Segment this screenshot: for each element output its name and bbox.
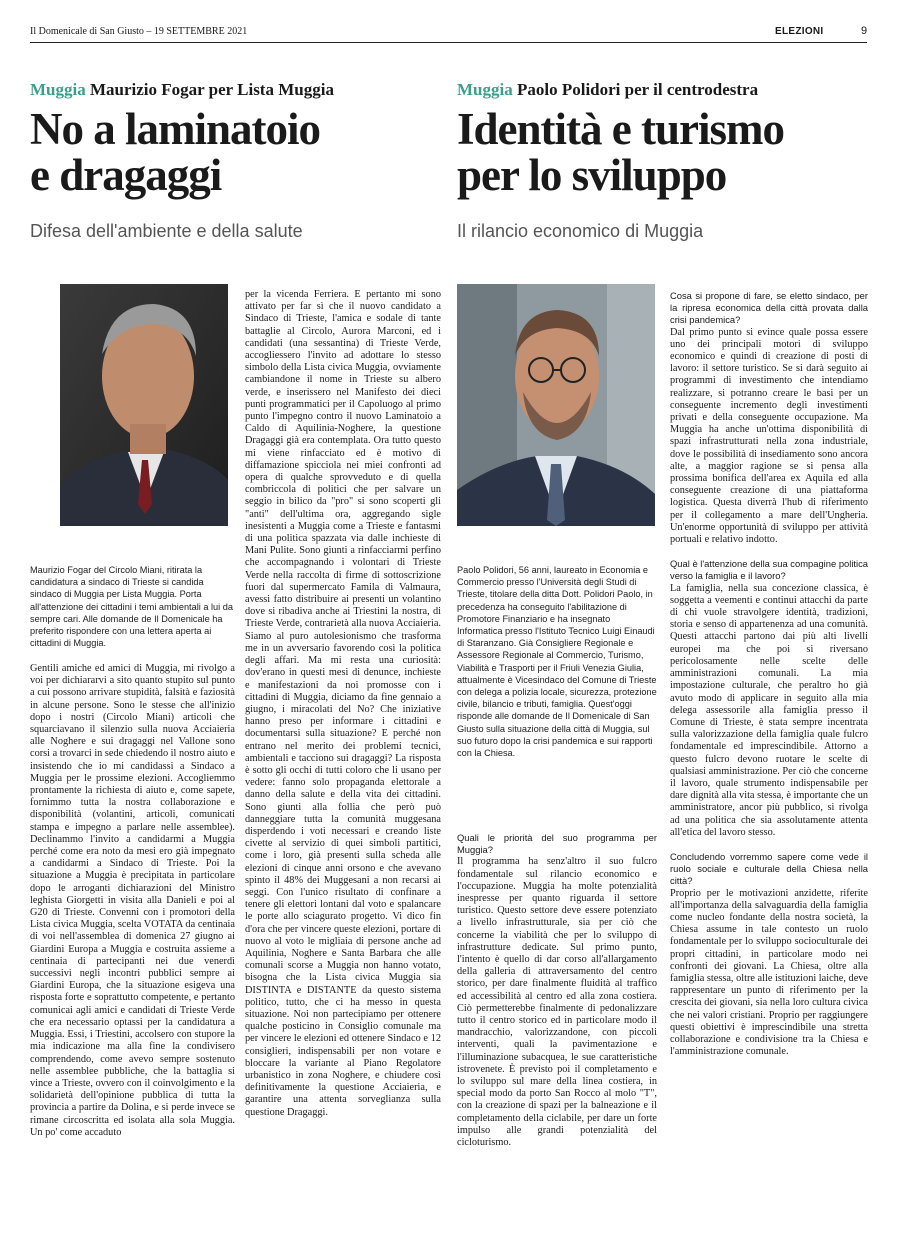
left-kicker-text: Maurizio Fogar per Lista Muggia	[89, 80, 334, 99]
right-body-col2	[670, 290, 868, 1058]
answer-3: La famiglia, nella sua concezione classica, è soggetta a veementi e continui attacchi da parte di chi vuole stravolgere identità, tradizioni, storia e senso di appartenenza ad una comunità. Questi attacchi partono dai più alti livelli europei ma che poi si riversano pericolosamente nelle scelte delle amministrazioni comunali. La mia impostazione culturale, che peraltro ho già avuto modo di applicare in seguito alla mia delega assessorile alla famiglia presso il Comune di Trieste, è stata sempre incentrata sulla valorizzazione della famiglia quale fulcro fondamentale ed imprescindibile. Attorno a questo fulcro devono ruotare le scelte di qualsiasi amministrazione. Per ciò che concerne il lavoro, quale strumento indispensabile per dare dignità alla vita stessa, è importante che un amministratore, ancor più pubblico, si rivolga ad una politica che sia assolutamente attenta all'etica del lavoro stesso.	[670, 582, 868, 838]
right-kicker-town: Muggia	[457, 80, 513, 99]
right-body-col1	[457, 832, 657, 1149]
left-body-col1: Gentili amiche ed amici di Muggia, mi rivolgo a voi per dichiararvi a sito quanto stupito sul punto a cui possono arrivare stupidità, falsità e faziosità in alcune persone. Sono le stesse che all'inizio dopo i nostri (Circolo Miani) articoli che squarciavano il silenzio sulla nuova Acciaieria alle Noghere e sui dragaggi nel Vallone sono corsi a trovarci in sede chiedendo il nostro aiuto e insistendo che io mi candidassi a Sindaco a Muggia per le prossime elezioni. Accogliemmo prontamente la richiesta di aiuto e, come sapete, fornimmo tutta la nostra collaborazione e disponibilità (volantini, articoli, comunicati stampa e impegno a parlare nelle assemblee). Declinammo l'invito a candidarmi a Muggia perché come era noto da mesi ero già impegnato a candidarmi a Sindaco di Trieste. Poi la situazione a Muggia è precipitata in particolare dopo le arroganti dichiarazioni del Ministro leghista Giorgetti in visita alla Danieli e poi al G20 di Trieste. Convenni con i promotori della Lista civica Muggia, scelta VOTATA da centinaia di voi nell'assemblea di domenica 27 giugno ai Giardini Europa a Muggia e costruita assieme a centinaia di partecipanti nei due venerdì successivi negli incontri pubblici sempre ai Giardini Europa, che la situazione esigeva una risposta forte e soprattutto competente, e pertanto comunicai agli amici e candidati di Trieste Verde che era necessario optassi per la candidatura a Muggia. Essi, i Triestini, accolsero con stupore la mia indicazione ma alla fine la condivisero comprendendo, come avevo sempre sostenuto nelle assemblee pubbliche, che la battaglia si vince a Trieste, ovvero con il coinvolgimento e la solidarietà dell'opinione pubblica di tutta la provincia a partire da Dolina, e si perde invece se rimane circoscritta ed isolata alla sola Muggia. Un po' come accaduto	[30, 663, 236, 1138]
question-3: Qual è l'attenzione della sua compagine politica verso la famiglia e il lavoro?	[670, 558, 868, 582]
left-subhead: Difesa dell'ambiente e della salute	[30, 221, 303, 241]
right-photo-caption: Paolo Polidori, 56 anni, laureato in Economia e Commercio presso l'Università degli Studi di Trieste, titolare della ditta Dott. Polidori Paolo, in precedenza ha conseguito l'abilitazione di Promotore Finanziario e ha insegnato Informatica presso l'Istituto Tecnico Luigi Einaudi di Staranzano. Già Consigliere Regionale e Assessore Regionale al Commercio, Turismo, Viabilità e Trasporti per il Friuli Venezia Giulia, attualmente è Vicesindaco del Comune di Trieste con delega a polizia locale, sicurezza, protezione civile, bilancio e tributi, famiglia. Quest'oggi risponde alle domande de Il Domenicale di San Giusto sulla situazione della città di Muggia, sul suo futuro dopo la crisi pandemica e sui rapporti con la Chiesa.	[457, 565, 657, 759]
question-2: Cosa si propone di fare, se eletto sindaco, per la ripresa economica della città provata dalla crisi pandemica?	[670, 290, 868, 326]
right-headline	[457, 106, 867, 198]
left-kicker	[30, 80, 334, 100]
right-subhead: Il rilancio economico di Muggia	[457, 221, 704, 241]
page-number: 9	[861, 25, 868, 37]
portrait-photo-polidori	[457, 284, 655, 526]
question-4: Concludendo vorremmo sapere come vede il ruolo sociale e culturale della Chiesa nella città?	[670, 850, 868, 887]
right-headline-line1: Identità e turismo	[457, 104, 784, 154]
running-header: Il Domenicale di San Giusto – 19 SETTEMBRE 2021	[30, 26, 248, 37]
left-headline	[30, 106, 440, 198]
right-kicker-text: Paolo Polidori per il centrodestra	[516, 80, 759, 99]
right-kicker	[457, 80, 758, 100]
left-body-col2: per la vicenda Ferriera. E pertanto mi sono attivato per far sì che il nuovo candidato a Sindaco di Trieste, l'amica e sodale di tante battaglie al Circolo, Aurora Marconi, ed i candidati (una sessantina) di Trieste Verde, accogliessero l'invito ad adottare lo stesso simbolo della Lista civica Muggia, ovviamente cambiandone il nome in Trieste su albero verde, e inserissero nel Manifesto dei dieci punti programmatici per il Capoluogo al primo punto l'impegno contro il nuovo Laminatoio a Caldo di Aquilinia-Noghere, la questione Dragaggi già era contemplata. Ora tutto questo mi viene rinfacciato ed è motivo di diffamazione spicciola nei miei confronti ad opera di qualche sprovveduto e di quella combriccola di politici che per salvare un seggio in bilico da "pro" si sono scoperti gli "anti" dell'ultima ora, aggregando sigle inesistenti a Muggia come a Trieste e fantasmi di una politica spazzata via dalle inchieste di Mani Pulite. Sono giunti a rinfacciarmi perfino che accompagnando i volontari di Trieste Verde nella raccolta di firme di sottoscrizione fuori dal supermercato Famila di Valmaura, avessi fatto distribuire ai presenti un volantino dove si ribadiva anche ai Triestini la nostra, di Trieste Verde, contrarietà alla nuova Acciaieria. Siamo al puro autolesionismo che trasforma me in un avversario favorendo così la politica degli affari. Ma mi resta una curiosità: dov'erano in questi mesi di denunce, inchieste e manifestazioni da noi promosse con i cittadini di Muggia, diciamo da fine gennaio a giugno, i miracolati del No? Che iniziative hanno preso per informare i cittadini e documentarsi sulla situazione? E perché non entrano nel merito dei problemi tecnici, ambientali e tacciono sui dragaggi? La risposta è sotto gli occhi di tutti coloro che li usano per vedere: fanno solo propaganda elettorale a danno della salute e della vita dei cittadini. Sono giunti alla follia che però può danneggiare tutta la comunità muggesana disperdendo i voti necessari e creando liste civette al servizio di quei simboli partitici, come i loro, già presenti sulla scheda alle elezioni di cinque anni orsono e che avevano spinto il 48% dei Muggesani a non recarsi ai seggi. Con l'unico risultato di confinare a tenere gli elettori lontani dal voto e spalancare le porte allo sciagurato progetto. Vi dico fin d'ora che per vincere queste elezioni, portare di nuovo al voto le migliaia di persone anche ad Aquilinia, Noghere e Santa Barbara che alle comunali scorse a Muggia non hanno votato, bisogna che la Lista civica Muggia sia DISTINTA e DISTANTE da questo sistema politico, tutto, che ci ha messo in questa situazione. Noi non partecipiamo per ottenere qualche posticino in Consiglio comunale ma per vincere le elezioni ed ottenere Sindaco e 12 consiglieri, indispensabili per non votare e bloccare la variante al Piano Regolatore urbanistico in zona Noghere, e chiudere così definitivamente la questione Acciaieria, e garantire una attenta sorveglianza sulla questione Dragaggi.	[245, 289, 441, 1118]
answer-4: Proprio per le motivazioni anzidette, riferite all'importanza della salvaguardia della famiglia come nucleo fondante della nostra società, la Chiesa assume in tale contesto un ruolo fondamentale per lo sviluppo socioculturale dei propri cittadini, in particolare modo nei confronti dei giovani. La Chiesa, oltre alla famiglia stessa, oltre alle istituzioni laiche, deve rappresentare un punto di riferimento per la crescita dei giovani, sia nella loro cultura civica che nei valori cristiani. Proprio per raggiungere questi obiettivi è imprescindibile una stretta collaborazione e condivisione tra la Chiesa e l'amministrazione comunale.	[670, 887, 868, 1058]
right-headline-line2: per lo sviluppo	[457, 150, 727, 200]
answer-1: Il programma ha senz'altro il suo fulcro fondamentale sul rilancio economico e l'occupazione. Muggia ha molte potenzialità inespresse per quanto riguarda il settore turistico. Questo settore deve essere potenziato a livello infrastrutturale, sia per ciò che concerne la viabilità che per lo sviluppo di infrastrutture dedicate. Sul primo punto, l'intento è quello di dar corso all'allargamento della galleria di attraversamento del centro storico, per dare finalmente fluidità al traffico ed accessibilità al centro ed alla zona costiera. Ciò permetterebbe finalmente di pedonalizzare tutto il centro storico ed in particolare modo il mandracchio, valorizzandone, con piccoli interventi, quali la pavimentazione e l'illuminazione subacquea, le sue caratteristiche istrovenete. È previsto poi il completamento e lo sviluppo sul mare della linea costiera, in special modo da porto San Rocco al molo "T", con la creazione di spazi per la balneazione e il completamento della ciclabile, per dare un forte impulso alle grandi potenzialità del cicloturismo.	[457, 856, 657, 1149]
answer-2: Dal primo punto si evince quale possa essere uno dei principali motori di sviluppo economico e quindi di creazione di posti di lavoro: il settore turistico. Se si darà seguito ai programmi di investimento che intendiamo realizzare, si potranno creare le basi per un conseguente incremento degli investimenti privati e della conseguente occupazione. Ma Muggia ha anche un'ottima disponibilità di spazi infrastrutturati nella zona industriale, dove le possibilità di insediamento sono ancora alte, a maggior ragione se si pensa alla prossima bonifica dell'area ex Aquila ed alla conseguente creazione di una piattaforma logistica. Questa diverrà l'hub di riferimento per il collegamento a mare dell'Ungheria. Un'enorme opportunità di sviluppo per attività portuali e relativo indotto.	[670, 326, 868, 546]
left-photo-caption: Maurizio Fogar del Circolo Miani, ritirata la candidatura a sindaco di Trieste si candida sindaco di Muggia per Lista Muggia. Porta all'attenzione dei cittadini i temi ambientali a lui da sempre cari. Alle domande de Il Domenicale ha preferito rispondere con una lettera aperta ai cittadini di Muggia.	[30, 565, 233, 649]
section-label: ELEZIONI	[775, 26, 824, 37]
question-1: Quali le priorità del suo programma per Muggia?	[457, 832, 657, 856]
left-headline-line2: e dragaggi	[30, 150, 222, 200]
portrait-photo-fogar	[60, 284, 228, 526]
header-rule	[30, 42, 867, 43]
left-kicker-town: Muggia	[30, 80, 86, 99]
left-headline-line1: No a laminatoio	[30, 104, 321, 154]
